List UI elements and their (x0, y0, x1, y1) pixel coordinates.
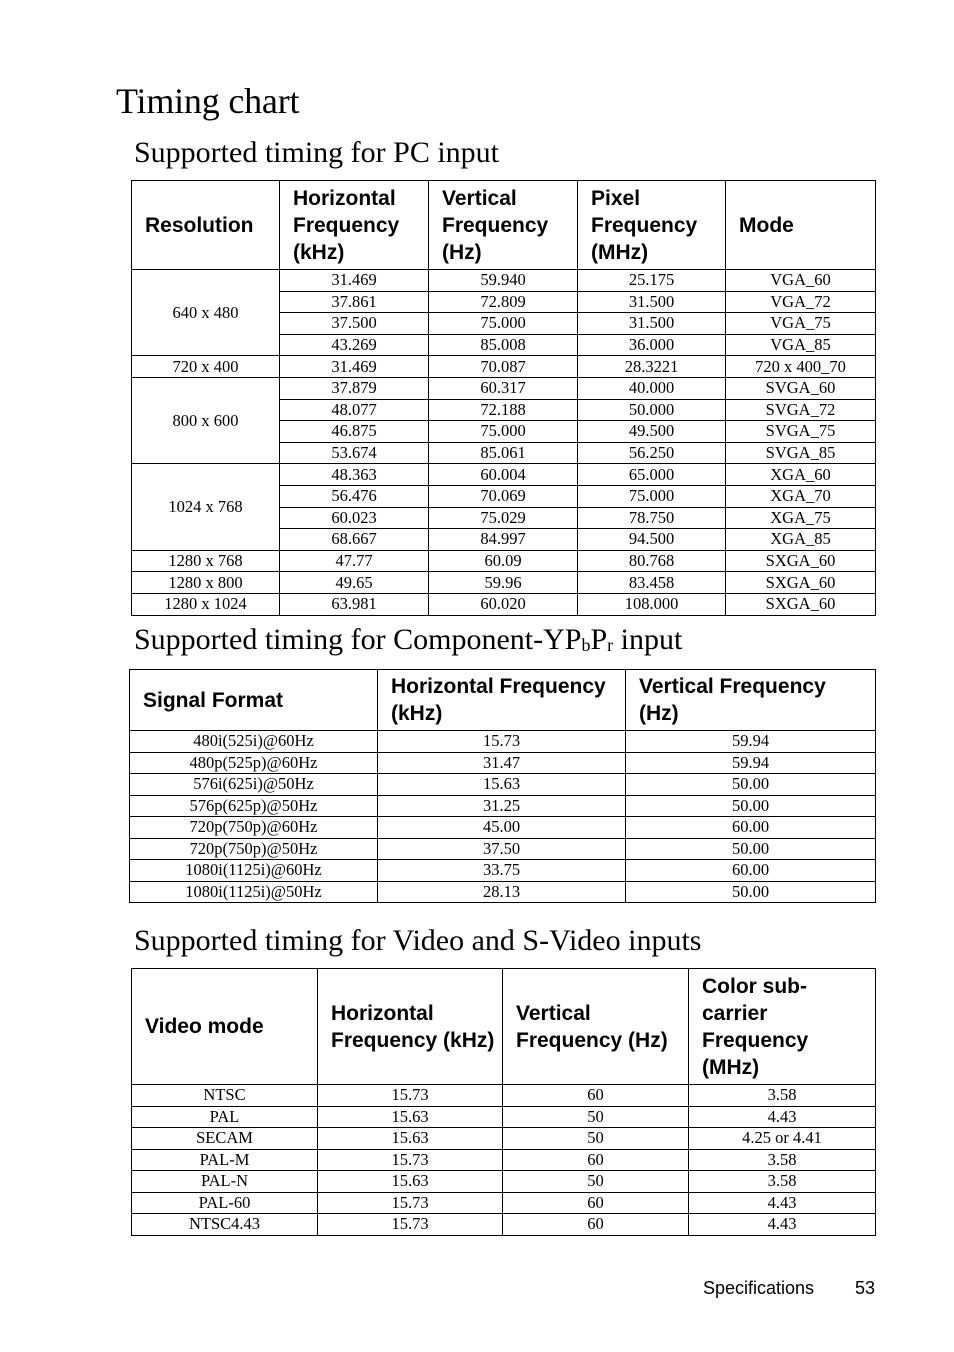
table-cell: 31.469 (280, 356, 429, 378)
table-cell: 36.000 (578, 334, 726, 356)
table-cell: 60.023 (280, 507, 429, 529)
table-header-row (132, 181, 876, 270)
table-cell: SVGA_60 (726, 377, 876, 399)
column-header: Mode (726, 181, 876, 270)
table-cell: 4.43 (689, 1214, 876, 1236)
table-cell: XGA_70 (726, 485, 876, 507)
table-row (130, 731, 876, 753)
table-row (132, 1171, 876, 1193)
table-cell: 15.63 (318, 1171, 503, 1193)
table-cell: 70.087 (429, 356, 578, 378)
table-cell: 47.77 (280, 550, 429, 572)
column-header: Vertical Frequency (Hz) (503, 969, 689, 1085)
table-row (132, 270, 876, 292)
table-header-row (130, 670, 876, 731)
table-cell: 45.00 (378, 817, 626, 839)
table-cell: 46.875 (280, 421, 429, 443)
resolution-cell: 1280 x 1024 (132, 593, 280, 615)
table-cell: 40.000 (578, 377, 726, 399)
column-header: Horizontal Frequency (kHz) (318, 969, 503, 1085)
table-cell: 75.000 (578, 485, 726, 507)
table-row (130, 774, 876, 796)
column-header: Pixel Frequency (MHz) (578, 181, 726, 270)
table-cell: VGA_85 (726, 334, 876, 356)
table-cell: 50 (503, 1171, 689, 1193)
table-cell: 1080i(1125i)@60Hz (130, 860, 378, 882)
table-cell: 60 (503, 1214, 689, 1236)
table-cell: PAL-60 (132, 1192, 318, 1214)
table-cell: 68.667 (280, 529, 429, 551)
column-header: Horizontal Frequency (kHz) (378, 670, 626, 731)
pc-timing-heading: Supported timing for PC input (134, 136, 500, 169)
table-cell: SECAM (132, 1128, 318, 1150)
resolution-cell: 1280 x 800 (132, 572, 280, 594)
table-row (132, 1214, 876, 1236)
heading-subscript-b: b (581, 635, 591, 655)
table-cell: 4.43 (689, 1106, 876, 1128)
table-cell: SVGA_72 (726, 399, 876, 421)
component-timing-table (129, 669, 876, 903)
table-row (130, 817, 876, 839)
table-cell: 65.000 (578, 464, 726, 486)
table-cell: 50.00 (626, 881, 876, 903)
table-cell: 60 (503, 1085, 689, 1107)
table-cell: 37.500 (280, 313, 429, 335)
table-cell: 15.63 (318, 1128, 503, 1150)
table-cell: 15.73 (318, 1085, 503, 1107)
table-cell: 50.00 (626, 795, 876, 817)
table-cell: SXGA_60 (726, 572, 876, 594)
table-cell: 28.3221 (578, 356, 726, 378)
table-row (132, 1128, 876, 1150)
table-cell: 31.500 (578, 291, 726, 313)
table-cell: 56.250 (578, 442, 726, 464)
column-header: Signal Format (130, 670, 378, 731)
table-cell: 15.73 (318, 1214, 503, 1236)
table-cell: 72.188 (429, 399, 578, 421)
table-cell: 53.674 (280, 442, 429, 464)
table-header-row (132, 969, 876, 1085)
column-header: Video mode (132, 969, 318, 1085)
table-cell: 63.981 (280, 593, 429, 615)
table-row (132, 1106, 876, 1128)
table-cell: SVGA_85 (726, 442, 876, 464)
page-title: Timing chart (116, 81, 300, 121)
table-cell: NTSC (132, 1085, 318, 1107)
table-cell: VGA_72 (726, 291, 876, 313)
table-cell: 48.363 (280, 464, 429, 486)
table-cell: 1080i(1125i)@50Hz (130, 881, 378, 903)
table-row (130, 795, 876, 817)
table-cell: 3.58 (689, 1149, 876, 1171)
table-cell: 31.500 (578, 313, 726, 335)
table-cell: 75.000 (429, 313, 578, 335)
table-cell: 37.861 (280, 291, 429, 313)
table-cell: 48.077 (280, 399, 429, 421)
table-cell: 80.768 (578, 550, 726, 572)
resolution-cell: 1024 x 768 (132, 464, 280, 550)
table-cell: 50.00 (626, 774, 876, 796)
table-cell: 85.061 (429, 442, 578, 464)
table-row (132, 464, 876, 486)
table-cell: 576p(625p)@50Hz (130, 795, 378, 817)
table-cell: 28.13 (378, 881, 626, 903)
table-cell: 3.58 (689, 1085, 876, 1107)
table-cell: PAL-M (132, 1149, 318, 1171)
table-cell: SXGA_60 (726, 550, 876, 572)
table-cell: 59.94 (626, 731, 876, 753)
heading-subscript-r: r (607, 635, 614, 655)
page-number: 53 (855, 1278, 876, 1298)
table-cell: 72.809 (429, 291, 578, 313)
table-cell: 37.879 (280, 377, 429, 399)
table-row (132, 550, 876, 572)
table-row (132, 356, 876, 378)
table-cell: 480p(525p)@60Hz (130, 752, 378, 774)
table-cell: 31.25 (378, 795, 626, 817)
table-cell: 4.25 or 4.41 (689, 1128, 876, 1150)
column-header: Horizontal Frequency (kHz) (280, 181, 429, 270)
table-cell: 15.73 (318, 1149, 503, 1171)
table-cell: 85.008 (429, 334, 578, 356)
table-cell: 70.069 (429, 485, 578, 507)
table-cell: 3.58 (689, 1171, 876, 1193)
table-cell: VGA_60 (726, 270, 876, 292)
table-cell: XGA_60 (726, 464, 876, 486)
column-header: Vertical Frequency (Hz) (626, 670, 876, 731)
resolution-cell: 1280 x 768 (132, 550, 280, 572)
table-cell: 59.940 (429, 270, 578, 292)
table-cell: 108.000 (578, 593, 726, 615)
table-cell: 60 (503, 1149, 689, 1171)
heading-text: Supported timing for Component-YP (134, 623, 582, 656)
table-row (130, 752, 876, 774)
column-header: Resolution (132, 181, 280, 270)
table-cell: 60.020 (429, 593, 578, 615)
table-cell: 60.00 (626, 860, 876, 882)
table-cell: 720 x 400_70 (726, 356, 876, 378)
resolution-cell: 800 x 600 (132, 377, 280, 463)
table-cell: 720p(750p)@60Hz (130, 817, 378, 839)
table-cell: 49.500 (578, 421, 726, 443)
table-row (130, 860, 876, 882)
table-cell: 15.63 (378, 774, 626, 796)
resolution-cell: 720 x 400 (132, 356, 280, 378)
table-cell: 4.43 (689, 1192, 876, 1214)
table-cell: 60.09 (429, 550, 578, 572)
table-cell: 83.458 (578, 572, 726, 594)
table-cell: 59.94 (626, 752, 876, 774)
resolution-cell: 640 x 480 (132, 270, 280, 356)
table-cell: 576i(625i)@50Hz (130, 774, 378, 796)
table-cell: 75.000 (429, 421, 578, 443)
table-cell: 78.750 (578, 507, 726, 529)
table-row (130, 838, 876, 860)
table-cell: 75.029 (429, 507, 578, 529)
table-cell: 37.50 (378, 838, 626, 860)
component-timing-heading (134, 621, 682, 662)
pc-timing-table (131, 180, 876, 616)
heading-text: P (590, 623, 608, 656)
table-cell: 50.00 (626, 838, 876, 860)
column-header: Color sub-carrier Frequency (MHz) (689, 969, 876, 1085)
table-cell: 31.469 (280, 270, 429, 292)
table-cell: SVGA_75 (726, 421, 876, 443)
table-cell: 25.175 (578, 270, 726, 292)
footer-section-name: Specifications (703, 1278, 815, 1298)
column-header: Vertical Frequency (Hz) (429, 181, 578, 270)
table-cell: NTSC4.43 (132, 1214, 318, 1236)
table-cell: 50 (503, 1106, 689, 1128)
table-cell: 480i(525i)@60Hz (130, 731, 378, 753)
table-cell: SXGA_60 (726, 593, 876, 615)
table-cell: 94.500 (578, 529, 726, 551)
table-row (132, 1149, 876, 1171)
table-cell: 60 (503, 1192, 689, 1214)
table-cell: 33.75 (378, 860, 626, 882)
table-cell: 15.73 (378, 731, 626, 753)
table-cell: 15.73 (318, 1192, 503, 1214)
table-cell: VGA_75 (726, 313, 876, 335)
table-cell: 84.997 (429, 529, 578, 551)
table-cell: 720p(750p)@50Hz (130, 838, 378, 860)
table-row (130, 881, 876, 903)
table-cell: 15.63 (318, 1106, 503, 1128)
table-cell: 60.317 (429, 377, 578, 399)
table-cell: 60.004 (429, 464, 578, 486)
table-cell: 59.96 (429, 572, 578, 594)
table-row (132, 1085, 876, 1107)
table-cell: 43.269 (280, 334, 429, 356)
table-cell: 50 (503, 1128, 689, 1150)
table-cell: 31.47 (378, 752, 626, 774)
table-row (132, 1192, 876, 1214)
table-row (132, 572, 876, 594)
heading-text: input (613, 623, 683, 656)
table-cell: 50.000 (578, 399, 726, 421)
table-row (132, 593, 876, 615)
table-cell: PAL (132, 1106, 318, 1128)
table-cell: 49.65 (280, 572, 429, 594)
table-cell: PAL-N (132, 1171, 318, 1193)
table-cell: 56.476 (280, 485, 429, 507)
table-cell: XGA_85 (726, 529, 876, 551)
table-row (132, 377, 876, 399)
video-timing-table (131, 968, 876, 1236)
table-cell: 60.00 (626, 817, 876, 839)
video-timing-heading: Supported timing for Video and S-Video inputs (134, 924, 702, 957)
table-cell: XGA_75 (726, 507, 876, 529)
